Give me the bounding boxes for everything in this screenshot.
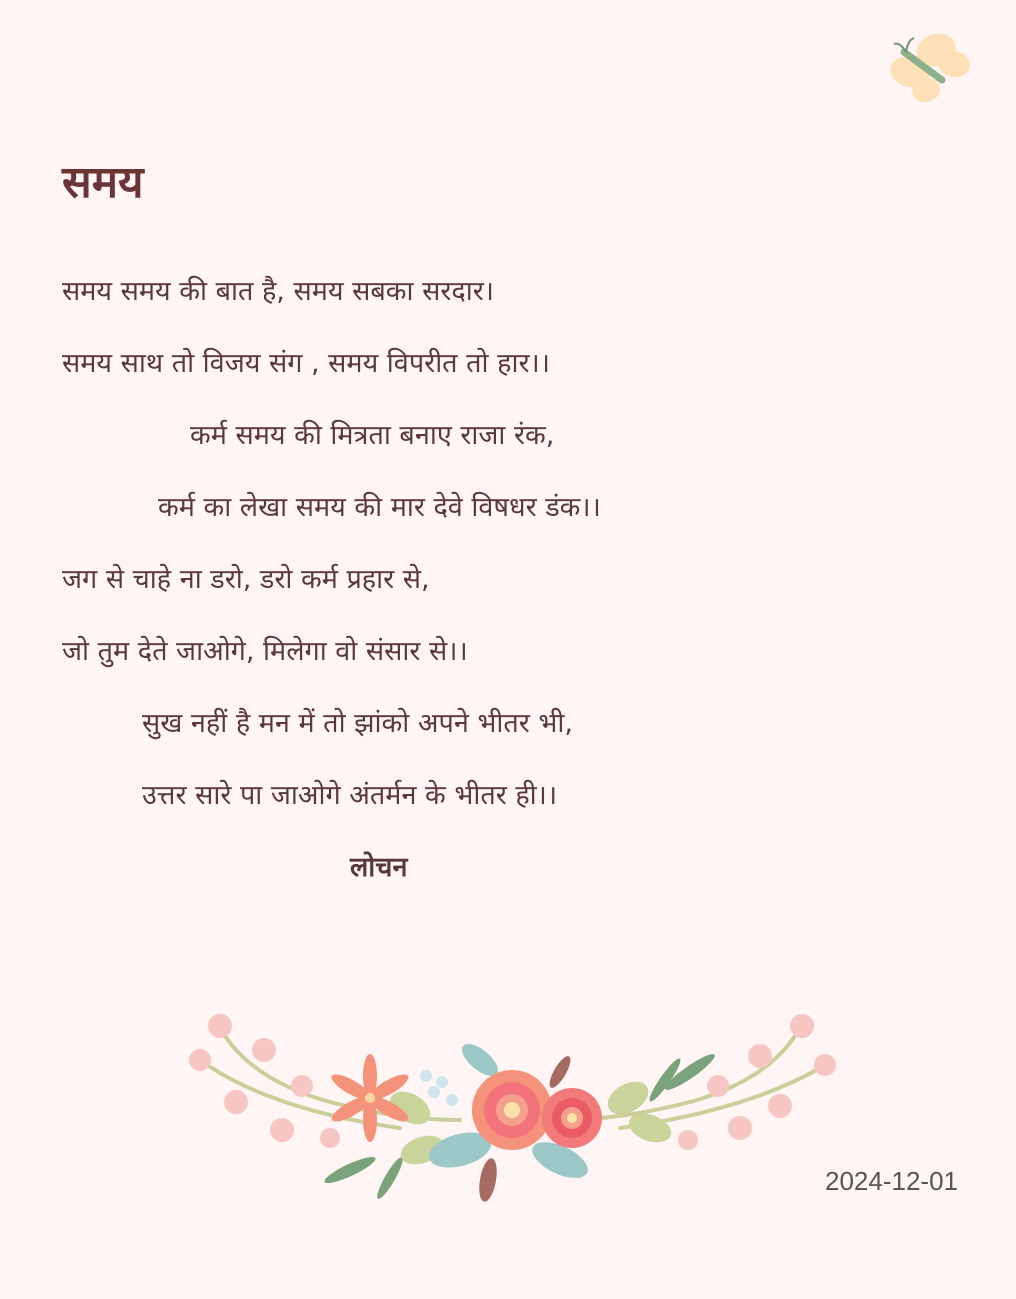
poem-line: कर्म का लेखा समय की मार देवे विषधर डंक।। <box>158 492 601 523</box>
poem-line: समय समय की बात है, समय सबका सरदार। <box>62 276 494 307</box>
butterfly-icon <box>884 28 974 106</box>
poem-line: समय साथ तो विजय संग , समय विपरीत तो हार।। <box>62 348 550 379</box>
poem-line: उत्तर सारे पा जाओगे अंतर्मन के भीतर ही।। <box>142 780 558 811</box>
poem-author: लोचन <box>350 852 408 883</box>
poem-title: समय <box>62 157 144 208</box>
floral-wreath-illustration <box>180 1010 840 1205</box>
poem-line: जग से चाहे ना डरो, डरो कर्म प्रहार से, <box>62 564 430 595</box>
poem-line: जो तुम देते जाओगे, मिलेगा वो संसार से।। <box>62 636 468 667</box>
post-date: 2024-12-01 <box>825 1166 958 1196</box>
poem-line: सुख नहीं है मन में तो झांको अपने भीतर भी, <box>142 708 573 739</box>
poem-line: कर्म समय की मित्रता बनाए राजा रंक, <box>190 420 555 451</box>
